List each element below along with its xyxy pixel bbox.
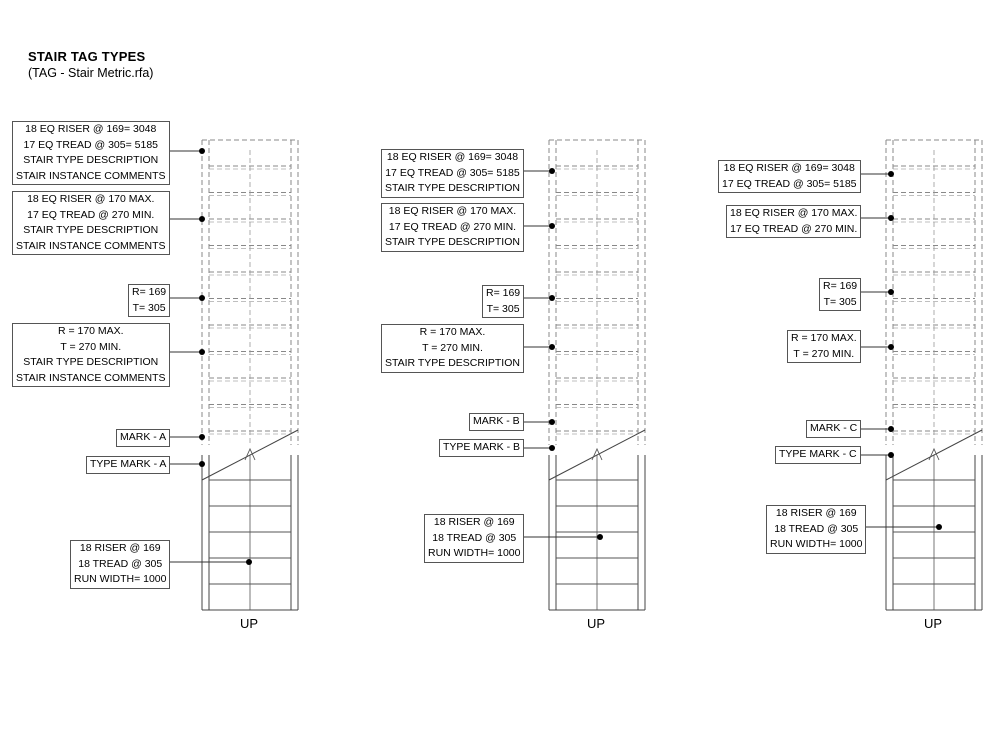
stair-tag [469,413,524,431]
tag-line: T = 270 MIN. [422,341,483,354]
tag-line: R = 170 MAX. [419,326,486,338]
tag-line: R = 170 MAX. [791,332,857,344]
tag-line: 18 EQ RISER @ 170 MAX. [27,193,155,205]
tag-line: RUN WIDTH= 1000 [770,538,863,550]
stair-tag [381,149,524,198]
tag-line: STAIR TYPE DESCRIPTION [23,356,159,368]
stair-tag [12,191,170,255]
tag-leader-dot [199,349,205,355]
stair-tag [775,446,861,464]
stair-tag [128,284,170,317]
tag-line: 18 EQ RISER @ 170 MAX. [730,207,858,219]
tag-leader-dot [888,452,894,458]
tag-line: MARK - C [810,422,858,434]
tag-line: MARK - A [120,431,167,443]
tag-line: T = 270 MIN. [60,340,122,353]
tag-leader-dot [888,215,894,221]
tag-leader-dot [888,289,894,295]
tag-line: RUN WIDTH= 1000 [428,547,521,559]
tag-leader-dot [549,445,555,451]
tag-line: STAIR TYPE DESCRIPTION [385,357,520,369]
page-title: STAIR TAG TYPES [28,49,146,64]
tag-line: STAIR INSTANCE COMMENTS [16,169,166,182]
tag-line: TYPE MARK - B [443,441,521,453]
tag-line: STAIR INSTANCE COMMENTS [16,239,166,252]
tag-leader-dot [246,559,252,565]
tag-line: 18 TREAD @ 305 [774,522,859,535]
tag-line: 17 EQ TREAD @ 305= 5185 [385,166,520,179]
stair-tag [424,514,524,563]
tag-line: 18 EQ RISER @ 169= 3048 [386,151,519,163]
tag-line: 17 EQ TREAD @ 270 MIN. [388,220,517,233]
tag-line: 18 RISER @ 169 [433,516,515,528]
stair-tag [70,540,170,589]
stair-tag [116,429,170,447]
tag-line: 18 EQ RISER @ 169= 3048 [723,162,855,174]
stair-tag [86,456,170,474]
tag-line: R = 170 MAX. [57,325,124,337]
tag-line: MARK - B [473,415,520,427]
stair-tag [819,278,861,311]
tag-line: 18 EQ RISER @ 169= 3048 [25,123,157,135]
tag-line: 18 RISER @ 169 [775,507,857,519]
tag-leader-dot [549,223,555,229]
stair-tag [439,439,524,457]
tag-leader-dot [549,295,555,301]
tag-line: R= 169 [132,286,167,298]
page-subtitle: (TAG - Stair Metric.rfa) [28,66,154,80]
stair-tag [718,160,861,193]
tag-line: 17 EQ TREAD @ 305= 5185 [23,138,159,151]
tag-leader-dot [888,344,894,350]
tag-leader-dot [597,534,603,540]
tag-leader-dot [199,434,205,440]
tag-line: T= 305 [823,295,857,308]
tag-line: STAIR TYPE DESCRIPTION [385,236,520,248]
tag-leader-dot [549,344,555,350]
tag-leader-dot [549,168,555,174]
tag-line: T = 270 MIN. [793,347,855,360]
tag-line: 17 EQ TREAD @ 270 MIN. [730,222,858,235]
stair-tag [12,323,170,387]
tag-line: R= 169 [486,287,521,299]
tag-line: 18 TREAD @ 305 [432,531,517,544]
tag-line: STAIR TYPE DESCRIPTION [23,224,159,236]
tag-leader-dot [199,148,205,154]
stair-tag [806,420,861,438]
tag-line: T= 305 [486,302,520,315]
tag-leader-dot [936,524,942,530]
tag-line: 17 EQ TREAD @ 305= 5185 [722,177,857,190]
tag-line: R= 169 [823,280,858,292]
tag-line: 18 TREAD @ 305 [78,557,163,570]
tag-leader-dot [199,461,205,467]
tag-leader-dot [549,419,555,425]
tag-line: 18 EQ RISER @ 170 MAX. [388,205,517,217]
tag-line: 17 EQ TREAD @ 270 MIN. [27,208,155,221]
tag-leader-dot [888,171,894,177]
stair-tag [787,330,861,363]
stair-tag [381,324,524,373]
tag-line: TYPE MARK - C [779,448,857,460]
tag-line: STAIR INSTANCE COMMENTS [16,371,166,384]
up-label: UP [924,616,943,631]
tag-line: STAIR TYPE DESCRIPTION [23,154,159,166]
tag-line: STAIR TYPE DESCRIPTION [385,182,520,194]
stair-tag [12,121,170,185]
tag-line: TYPE MARK - A [90,458,167,470]
stair-tag [726,205,861,238]
up-label: UP [240,616,259,631]
tag-line: 18 RISER @ 169 [79,542,161,554]
tag-line: T= 305 [132,301,166,314]
stair-tag [381,203,524,252]
stair-tag [482,285,524,318]
up-label: UP [587,616,606,631]
tag-leader-dot [199,216,205,222]
stair-tag [766,505,866,554]
tag-leader-dot [888,426,894,432]
tag-leader-dot [199,295,205,301]
tag-line: RUN WIDTH= 1000 [74,573,167,585]
